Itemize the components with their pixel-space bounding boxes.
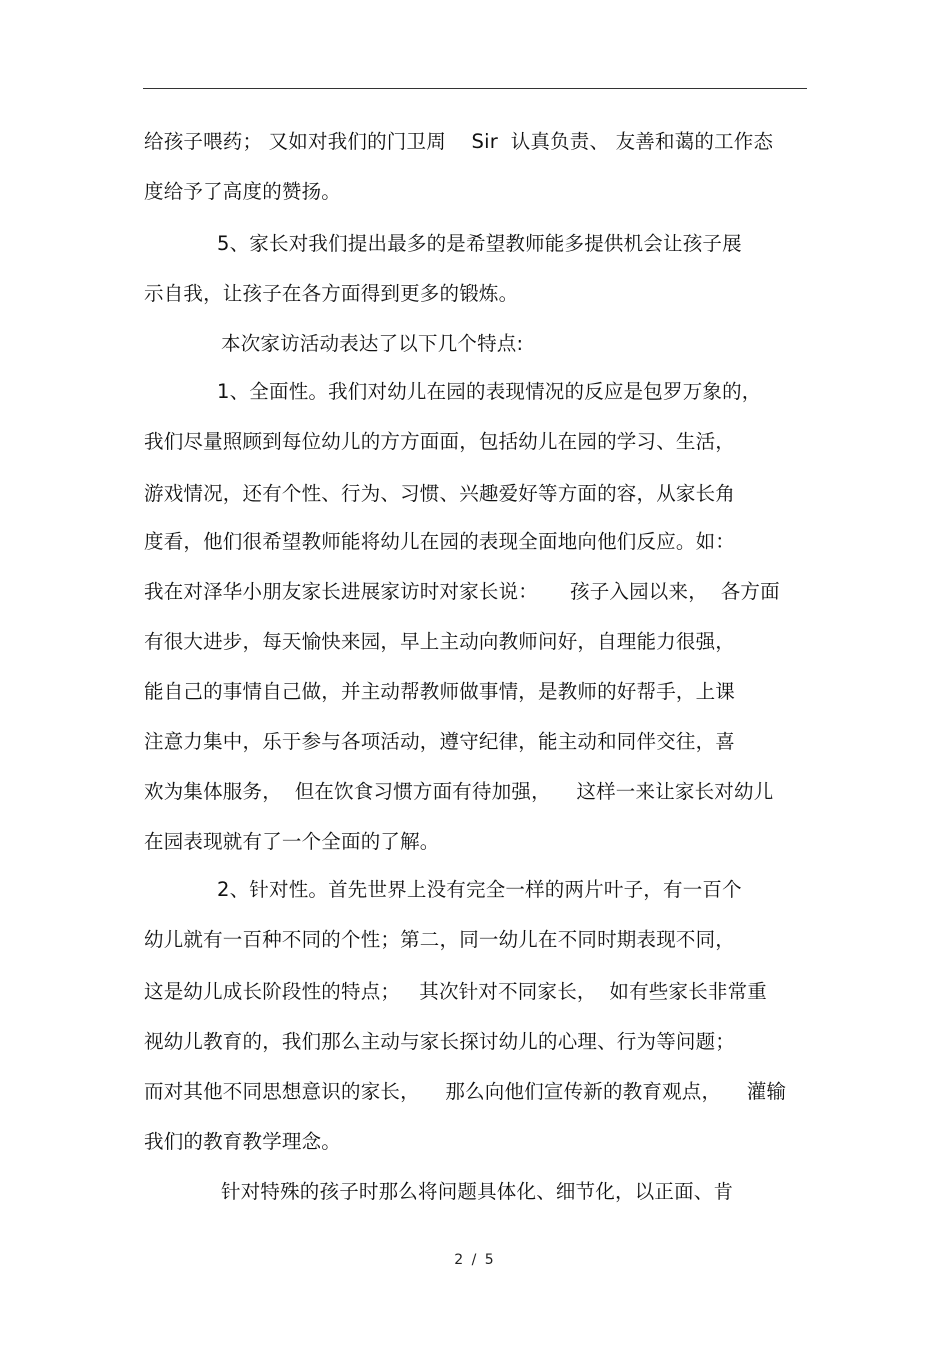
text-line: 这是幼儿成长阶段性的特点； 其次针对不同家长， 如有些家长非常重 bbox=[144, 980, 767, 1003]
text-line: 度看，他们很希望教师能将幼儿在园的表现全面地向他们反应。如： bbox=[144, 530, 736, 553]
text-line: 有很大进步，每天愉快来园，早上主动向教师问好，自理能力很强， bbox=[144, 630, 736, 653]
text-line: 我们的教育教学理念。 bbox=[144, 1130, 342, 1153]
text-line: 视幼儿教育的，我们那么主动与家长探讨幼儿的心理、行为等问题； bbox=[144, 1030, 736, 1053]
text-line: 我在对泽华小朋友家长进展家访时对家长说： 孩子入园以来， 各方面 bbox=[144, 580, 780, 603]
text-line: 能自己的事情自己做，并主动帮教师做事情，是教师的好帮手，上课 bbox=[144, 680, 736, 703]
text-line: 1、全面性。我们对幼儿在园的表现情况的反应是包罗万象的， bbox=[217, 380, 762, 403]
text-line: 度给予了高度的赞扬。 bbox=[144, 180, 342, 203]
text-line: 给孩子喂药； 又如对我们的门卫周 Sir 认真负责、 友善和蔼的工作态 bbox=[144, 130, 774, 153]
text-line: 欢为集体服务， 但在饮食习惯方面有待加强， 这样一来让家长对幼儿 bbox=[144, 780, 774, 803]
text-line: 2、针对性。首先世界上没有完全一样的两片叶子，有一百个 bbox=[217, 878, 742, 901]
text-line: 注意力集中，乐于参与各项活动，遵守纪律，能主动和同伴交往，喜 bbox=[144, 730, 736, 753]
text-line: 在园表现就有了一个全面的了解。 bbox=[144, 830, 440, 853]
page-number: 2 / 5 bbox=[454, 1252, 496, 1268]
text-line: 而对其他不同思想意识的家长， 那么向他们宣传新的教育观点， 灌输 bbox=[144, 1080, 787, 1103]
text-line: 我们尽量照顾到每位幼儿的方方面面，包括幼儿在园的学习、生活， bbox=[144, 430, 736, 453]
header-rule bbox=[143, 88, 807, 89]
text-line: 示自我，让孩子在各方面得到更多的锻炼。 bbox=[144, 282, 519, 305]
text-line: 5、家长对我们提出最多的是希望教师能多提供机会让孩子展 bbox=[217, 232, 742, 255]
text-line: 本次家访活动表达了以下几个特点: bbox=[221, 332, 524, 355]
text-line: 游戏情况，还有个性、行为、习惯、兴趣爱好等方面的容，从家长角 bbox=[144, 482, 736, 505]
text-line: 幼儿就有一百种不同的个性；第二，同一幼儿在不同时期表现不同， bbox=[144, 928, 736, 951]
text-line: 针对特殊的孩子时那么将问题具体化、细节化，以正面、肯 bbox=[221, 1180, 734, 1203]
